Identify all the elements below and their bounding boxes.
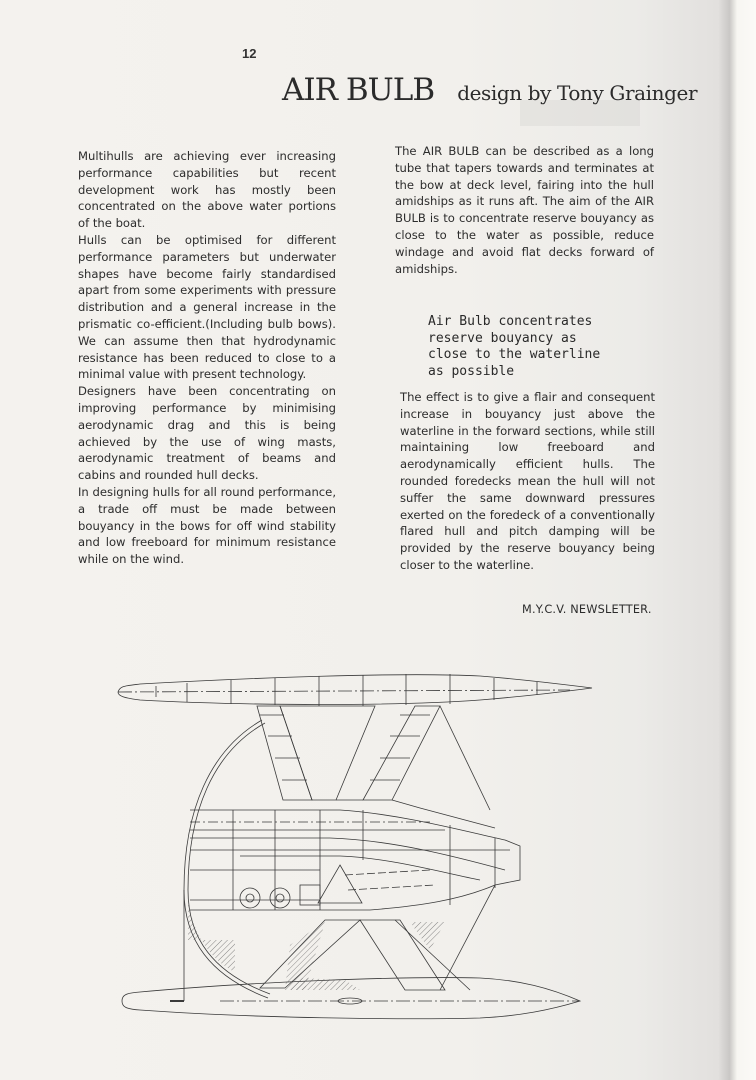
page-number: 12 bbox=[242, 46, 257, 61]
aft-strut bbox=[392, 706, 495, 828]
left-column bbox=[78, 148, 336, 568]
article-header bbox=[282, 72, 697, 108]
article-title: AIR BULB bbox=[282, 72, 435, 108]
paragraph: Hulls can be optimised for different performance parameters but underwater shapes have become fairly standardised apart from some experiments with pressure distribution and a general increase in the prismatic co-efficient.(Including bulb bows). We can assume then that hydrodynamic resistance has been reduced to close to a minimal value with present technology. bbox=[78, 232, 336, 382]
paragraph: Multihulls are achieving ever increasing performance capabilities but recent development work has mostly been concentrated on the above water portions of the boat. bbox=[78, 149, 336, 231]
paragraph: The effect is to give a flair and consequent increase in bouyancy just above the waterline in the forward sections, while still maintaining low freeboard and aerodynamically efficient hulls. The rounded foredecks mean the hull will not suffer the same downward pressures exerted on the foredeck of a conventionally flared hull and pitch damping will be provided by the reserve bouyancy being closer to the waterline. bbox=[400, 390, 655, 572]
lower-hull bbox=[122, 890, 580, 1019]
paragraph: In designing hulls for all round performance, a trade off must be made between bouyancy in the bows for off wind stability and low freeboard for minimum resistance while on the wind. bbox=[78, 484, 336, 567]
winch-wheels bbox=[240, 888, 290, 908]
right-column-intro bbox=[395, 143, 654, 277]
trampoline-arc bbox=[184, 720, 270, 998]
right-column-body bbox=[400, 389, 655, 574]
aft-beams bbox=[260, 885, 495, 990]
drawing-svg bbox=[100, 660, 620, 1050]
center-pod bbox=[190, 810, 520, 910]
paragraph: The AIR BULB can be described as a long tube that tapers towards and terminates at the bow at deck level, fairing into the hull amidships as it runs aft. The aim of the AIR BULB is to concentrate reserve bouyancy as close to the water as possible, reduce windage and avoid flat decks forward of amidships. bbox=[395, 144, 654, 276]
central-beam-v bbox=[280, 706, 440, 800]
upper-hull bbox=[118, 674, 592, 706]
source-credit: M.Y.C.V. NEWSLETTER. bbox=[522, 603, 652, 616]
catamaran-plan-drawing bbox=[100, 660, 620, 1050]
paragraph: Designers have been concentrating on improving performance by minimising aerodynamic drag and this is being achieved by the use of wing masts, aerodynamic treatment of beams and cabins and rounded hull decks. bbox=[78, 384, 336, 483]
article-byline: design by Tony Grainger bbox=[457, 81, 698, 105]
pull-quote: Air Bulb concentrates reserve bouyancy as close to the waterline as possible bbox=[428, 314, 601, 379]
